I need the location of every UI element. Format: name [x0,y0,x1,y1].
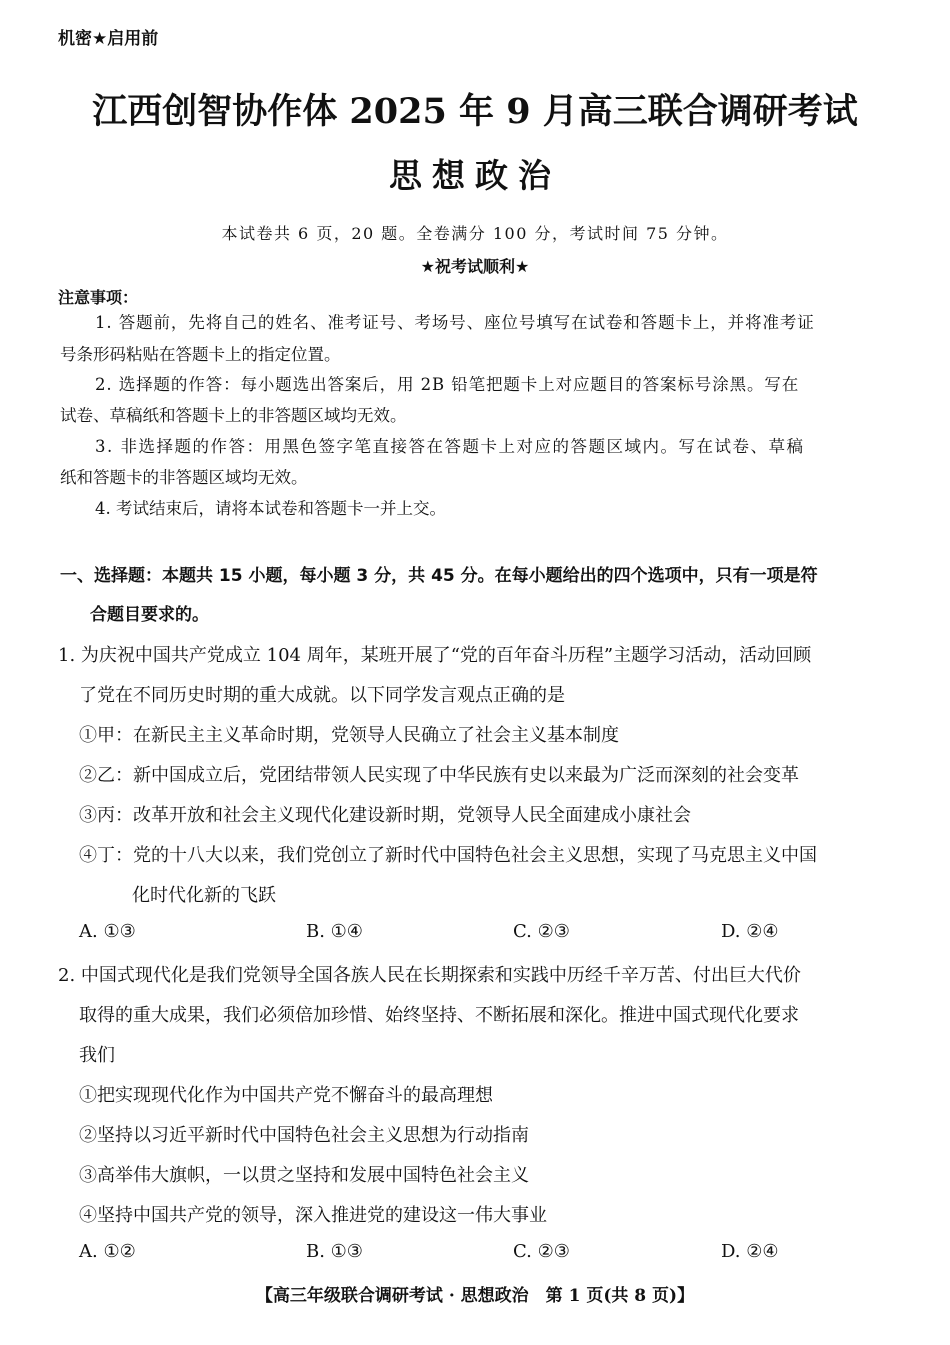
section-heading-line-1: 一、选择题：本题共 15 小题，每小题 3 分，共 45 分。在每小题给出的四个选项中，只有一项是符 [60,566,818,586]
note-4: 4. 考试结束后，请将本试卷和答题卡一并上交。 [95,499,446,518]
q2-stem-line-2: 取得的重大成果，我们必须倍加珍惜、始终坚持、不断拓展和深化。推进中国式现代化要求 [79,1005,799,1026]
subject-title: 思想政治 [389,156,561,195]
q1-stem-line-1: 1. 为庆祝中国共产党成立 104 周年，某班开展了“党的百年奋斗历程”主题学习活动，活动回顾 [58,645,812,666]
q1-option-d[interactable]: D. ②④ [721,921,779,942]
q1-statement-2: ②乙：新中国成立后，党团结带领人民实现了中华民族有史以来最为广泛而深刻的社会变革 [79,765,799,786]
good-luck-line: ★祝考试顺利★ [420,257,530,276]
q1-option-b[interactable]: B. ①④ [306,921,363,942]
note-1-line-1: 1. 答题前，先将自己的姓名、准考证号、考场号、座位号填写在试卷和答题卡上，并将准考证 [95,313,815,332]
q2-option-c[interactable]: C. ②③ [513,1241,570,1262]
confidential-label: 机密★启用前 [58,29,159,49]
note-2-line-2: 试卷、草稿纸和答题卡上的非答题区域均无效。 [60,406,407,425]
q2-statement-1: ①把实现现代化作为中国共产党不懈奋斗的最高理想 [79,1085,493,1106]
q1-statement-4-line-1: ④丁：党的十八大以来，我们党创立了新时代中国特色社会主义思想，实现了马克思主义中国 [79,845,817,866]
q2-statement-2: ②坚持以习近平新时代中国特色社会主义思想为行动指南 [79,1125,529,1146]
q1-statement-4-line-2: 化时代化新的飞跃 [132,885,276,906]
q2-stem-line-3: 我们 [79,1045,115,1066]
notes-heading: 注意事项： [58,288,139,307]
q2-stem-line-1: 2. 中国式现代化是我们党领导全国各族人民在长期探索和实践中历经千辛万苦、付出巨大代价 [58,965,801,986]
q1-option-a[interactable]: A. ①③ [79,921,136,942]
q2-statement-3: ③高举伟大旗帜，一以贯之坚持和发展中国特色社会主义 [79,1165,529,1186]
note-3-line-2: 纸和答题卡的非答题区域均无效。 [60,468,308,487]
note-3-line-1: 3. 非选择题的作答：用黑色签字笔直接答在答题卡上对应的答题区域内。写在试卷、草稿 [95,437,805,456]
q2-option-a[interactable]: A. ①② [79,1241,136,1262]
q1-option-c[interactable]: C. ②③ [513,921,570,942]
page-footer: 【高三年级联合调研考试 · 思想政治 第 1 页(共 8 页)】 [255,1286,695,1306]
q2-statement-4: ④坚持中国共产党的领导，深入推进党的建设这一伟大事业 [79,1205,547,1226]
q1-statement-3: ③丙：改革开放和社会主义现代化建设新时期，党领导人民全面建成小康社会 [79,805,691,826]
q1-stem-line-2: 了党在不同历史时期的重大成就。以下同学发言观点正确的是 [79,685,565,706]
section-heading-line-2: 合题目要求的。 [90,605,209,625]
exam-title: 江西创智协作体 2025 年 9 月高三联合调研考试 [92,91,858,132]
note-1-line-2: 号条形码粘贴在答题卡上的指定位置。 [60,345,341,364]
q2-option-b[interactable]: B. ①③ [306,1241,363,1262]
exam-info: 本试卷共 6 页，20 题。全卷满分 100 分，考试时间 75 分钟。 [221,224,729,243]
note-2-line-1: 2. 选择题的作答：每小题选出答案后，用 2B 铅笔把题卡上对应题目的答案标号涂黑。写在 [95,375,800,394]
q2-option-d[interactable]: D. ②④ [721,1241,779,1262]
q1-statement-1: ①甲：在新民主主义革命时期，党领导人民确立了社会主义基本制度 [79,725,619,746]
